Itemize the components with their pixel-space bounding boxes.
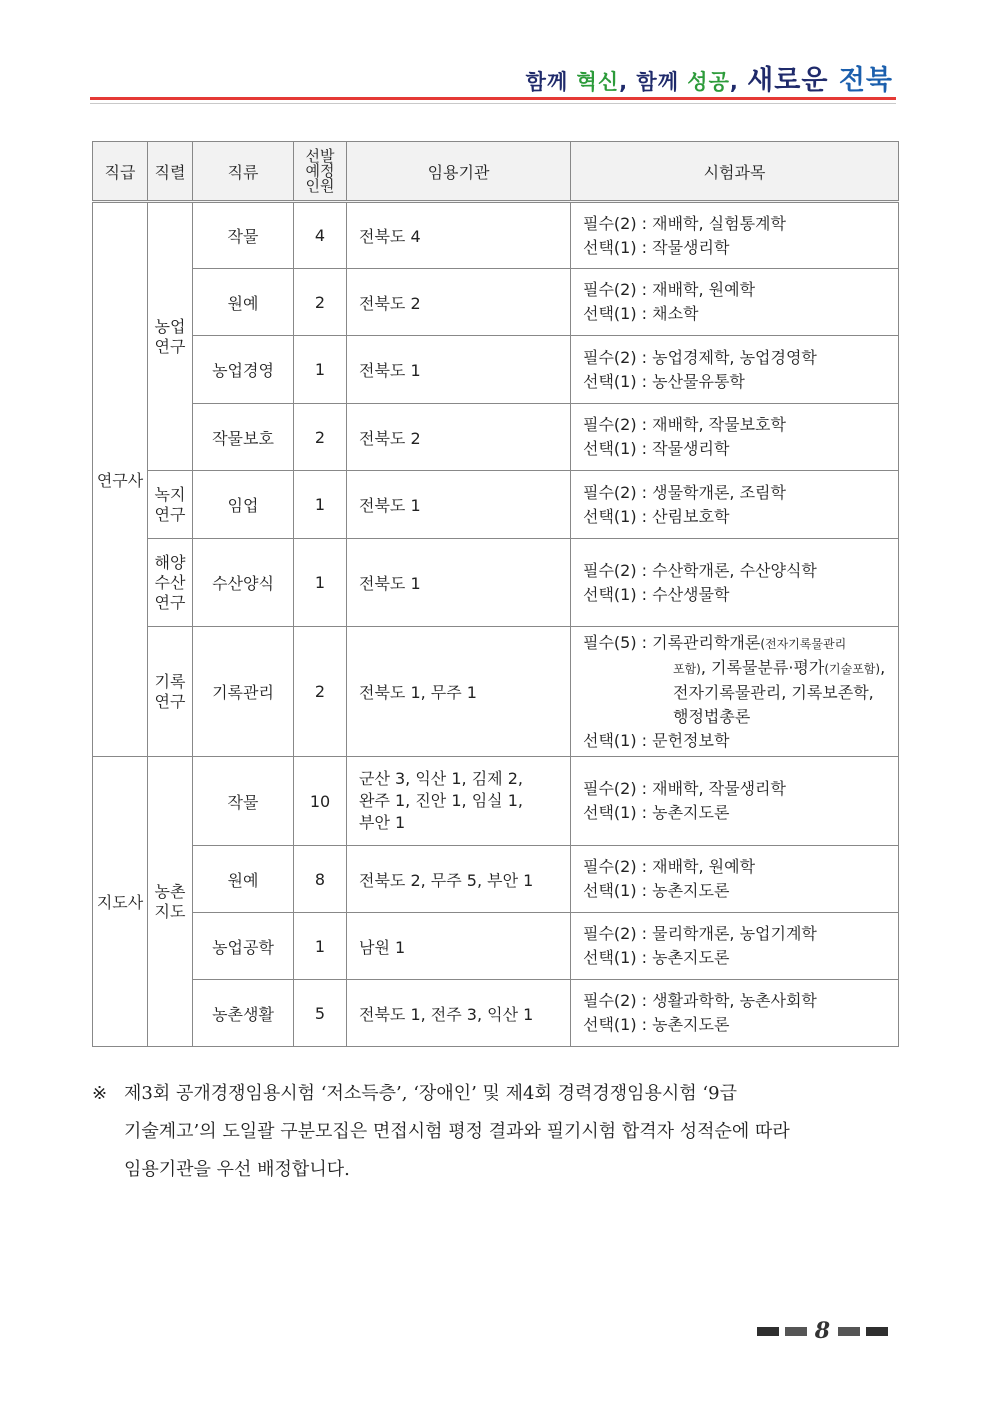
cell-subjects: 필수(2) : 재배학, 원예학 선택(1) : 채소학 bbox=[571, 269, 899, 336]
slogan-brand: 새로운 bbox=[747, 65, 839, 96]
header-count: 선발 예정 인원 bbox=[294, 142, 347, 202]
slogan-brand: 전북 bbox=[838, 65, 893, 96]
cell-count: 8 bbox=[294, 846, 347, 913]
table-row bbox=[93, 913, 899, 980]
table-row bbox=[93, 202, 899, 269]
reference-mark: ※ bbox=[92, 1083, 108, 1104]
cell-class: 원예 bbox=[193, 846, 294, 913]
slogan-part: 성공 bbox=[687, 70, 730, 94]
cell-class: 작물보호 bbox=[193, 404, 294, 471]
table-row bbox=[93, 404, 899, 471]
cell-subjects: 필수(2) : 생활과학학, 농촌사회학 선택(1) : 농촌지도론 bbox=[571, 980, 899, 1047]
table-row bbox=[93, 627, 899, 757]
cell-subjects: 필수(2) : 농업경제학, 농업경영학 선택(1) : 농산물유통학 bbox=[571, 336, 899, 404]
cell-subjects: 필수(2) : 생물학개론, 조림학 선택(1) : 산림보호학 bbox=[571, 471, 899, 539]
slogan-part: , 함께 bbox=[619, 70, 688, 94]
cell-count: 1 bbox=[294, 539, 347, 627]
cell-agency: 남원 1 bbox=[347, 913, 571, 980]
cell-subjects: 필수(2) : 재배학, 실험통계학 선택(1) : 작물생리학 bbox=[571, 202, 899, 269]
cell-class: 기록관리 bbox=[193, 627, 294, 757]
cell-agency: 전북도 1, 무주 1 bbox=[347, 627, 571, 757]
header-rule-gray bbox=[90, 103, 896, 104]
slogan-part: 함께 bbox=[525, 70, 577, 94]
table-row bbox=[93, 269, 899, 336]
cell-agency: 전북도 4 bbox=[347, 202, 571, 269]
header-slogan bbox=[526, 58, 893, 97]
series-green-research: 녹지 연구 bbox=[148, 471, 193, 539]
cell-subjects: 필수(2) : 재배학, 원예학 선택(1) : 농촌지도론 bbox=[571, 846, 899, 913]
cell-subjects: 필수(2) : 물리학개론, 농업기계학 선택(1) : 농촌지도론 bbox=[571, 913, 899, 980]
series-marine-research: 해양 수산 연구 bbox=[148, 539, 193, 627]
cell-agency: 전북도 1, 전주 3, 익산 1 bbox=[347, 980, 571, 1047]
cell-class: 수산양식 bbox=[193, 539, 294, 627]
cell-agency: 전북도 2 bbox=[347, 269, 571, 336]
recruitment-table bbox=[92, 141, 899, 1047]
cell-count: 4 bbox=[294, 202, 347, 269]
header-grade: 직급 bbox=[93, 142, 148, 202]
cell-count: 1 bbox=[294, 913, 347, 980]
cell-count: 1 bbox=[294, 471, 347, 539]
header-agency: 임용기관 bbox=[347, 142, 571, 202]
footnote-line: 기술계고’의 도일괄 구분모집은 면접시험 평정 결과와 필기시험 합격자 성적순에 따라 bbox=[124, 1121, 790, 1142]
cell-count: 2 bbox=[294, 404, 347, 471]
table-row bbox=[93, 471, 899, 539]
footnote-line: 제3회 공개경쟁임용시험 ‘저소득층’, ‘장애인’ 및 제4회 경력경쟁임용시험 ‘9급 bbox=[124, 1083, 737, 1104]
cell-class: 작물 bbox=[193, 757, 294, 846]
cell-count: 1 bbox=[294, 336, 347, 404]
footer-bar bbox=[757, 1327, 779, 1336]
footnote bbox=[92, 1075, 902, 1189]
cell-subjects: 필수(2) : 수산학개론, 수산양식학 선택(1) : 수산생물학 bbox=[571, 539, 899, 627]
series-agri-research: 농업 연구 bbox=[148, 202, 193, 471]
cell-agency: 전북도 2 bbox=[347, 404, 571, 471]
table-row bbox=[93, 539, 899, 627]
page-footer bbox=[757, 1318, 888, 1344]
slogan-part: , bbox=[729, 70, 748, 94]
footer-bar bbox=[838, 1327, 860, 1336]
cell-subjects: 필수(5) : 기록관리학개론(전자기록물관리 포함), 기록물분류·평가(기술포함), 전자기록물관리, 기록보존학, 행정법총론 선택(1) : 문헌정보학 bbox=[571, 627, 899, 757]
cell-count: 10 bbox=[294, 757, 347, 846]
cell-subjects: 필수(2) : 재배학, 작물보호학 선택(1) : 작물생리학 bbox=[571, 404, 899, 471]
footer-bar bbox=[785, 1327, 807, 1336]
page-number: 8 bbox=[814, 1318, 830, 1344]
cell-subjects: 필수(2) : 재배학, 작물생리학 선택(1) : 농촌지도론 bbox=[571, 757, 899, 846]
cell-agency: 전북도 1 bbox=[347, 539, 571, 627]
series-rural-guidance: 농촌 지도 bbox=[148, 757, 193, 1047]
header-subjects: 시험과목 bbox=[571, 142, 899, 202]
cell-agency: 전북도 1 bbox=[347, 336, 571, 404]
footnote-line: 임용기관을 우선 배정합니다. bbox=[124, 1159, 350, 1180]
cell-agency: 군산 3, 익산 1, 김제 2, 완주 1, 진안 1, 임실 1, 부안 1 bbox=[347, 757, 571, 846]
table-row bbox=[93, 336, 899, 404]
cell-class: 작물 bbox=[193, 202, 294, 269]
cell-count: 2 bbox=[294, 627, 347, 757]
grade-instructor: 지도사 bbox=[93, 757, 148, 1047]
cell-count: 2 bbox=[294, 269, 347, 336]
cell-class: 임업 bbox=[193, 471, 294, 539]
cell-class: 농촌생활 bbox=[193, 980, 294, 1047]
header-rule-red bbox=[90, 97, 896, 100]
slogan-part: 혁신 bbox=[576, 70, 620, 94]
cell-class: 원예 bbox=[193, 269, 294, 336]
cell-agency: 전북도 2, 무주 5, 부안 1 bbox=[347, 846, 571, 913]
table-row bbox=[93, 757, 899, 846]
table-row bbox=[93, 980, 899, 1047]
cell-agency: 전북도 1 bbox=[347, 471, 571, 539]
table-row bbox=[93, 846, 899, 913]
table-header-row bbox=[93, 142, 899, 202]
cell-count: 5 bbox=[294, 980, 347, 1047]
cell-class: 농업공학 bbox=[193, 913, 294, 980]
cell-class: 농업경영 bbox=[193, 336, 294, 404]
footer-bar bbox=[866, 1327, 888, 1336]
header-class: 직류 bbox=[193, 142, 294, 202]
header-series: 직렬 bbox=[148, 142, 193, 202]
series-record-research: 기록 연구 bbox=[148, 627, 193, 757]
grade-researcher: 연구사 bbox=[93, 202, 148, 757]
